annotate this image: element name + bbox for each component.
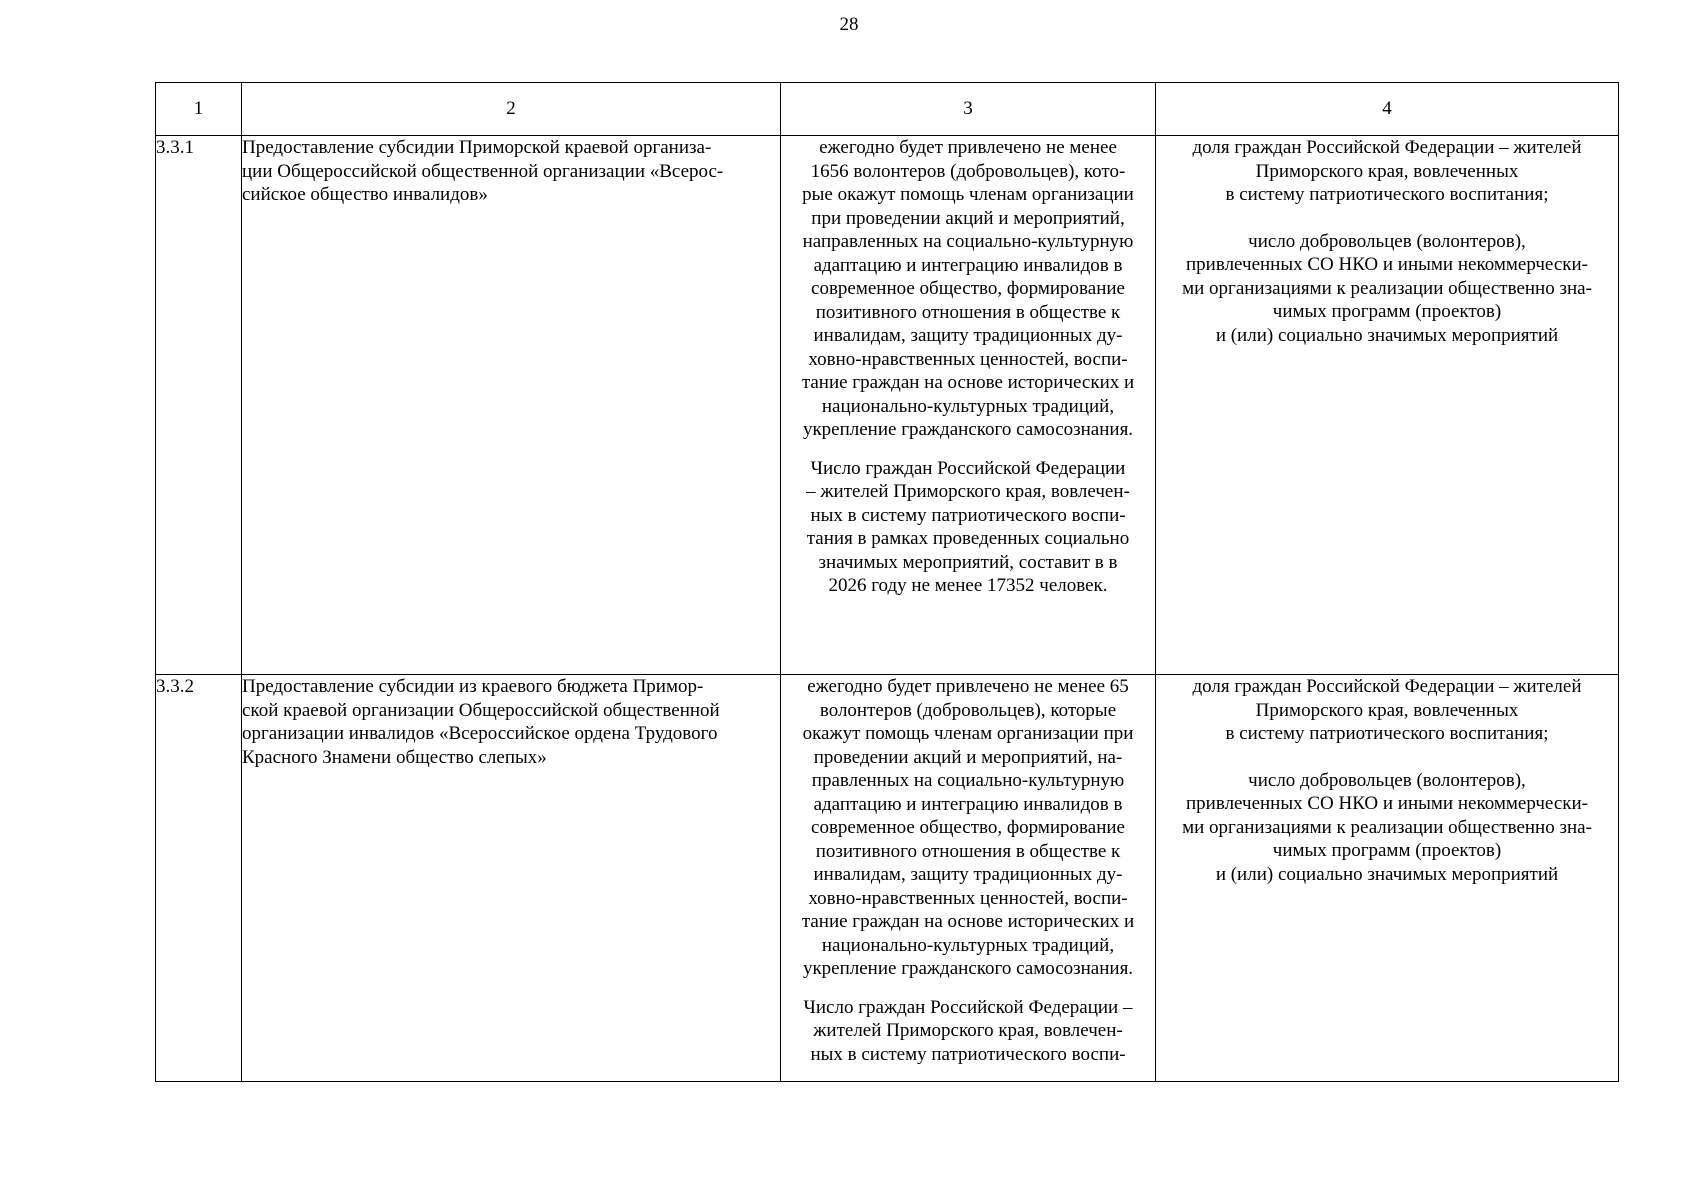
- header-cell-1: 1: [156, 83, 242, 136]
- text-line: тание граждан на основе исторических и: [801, 372, 1135, 393]
- text-line: число добровольцев (волонтеров),: [1248, 769, 1526, 791]
- paragraph: [1156, 769, 1618, 887]
- text-line: в систему патриотического воспитания;: [1225, 723, 1549, 744]
- paragraph: [1156, 136, 1618, 207]
- text-line: укрепление гражданского самосознания.: [802, 958, 1134, 979]
- text-line: волонтеров (добровольцев), которые: [819, 699, 1117, 721]
- text-line: Приморского края, вовлеченных: [1255, 699, 1519, 721]
- text-line: инвалидам, защиту традиционных ду-: [813, 325, 1123, 346]
- text-line: современное общество, формирование: [811, 817, 1125, 838]
- text-line: 2026 году не менее 17352 человек.: [828, 575, 1108, 596]
- header-cell-4: 4: [1156, 83, 1619, 136]
- text-line: Предоставление субсидии из краевого бюджета Примор-: [242, 676, 704, 697]
- page-number: 28: [839, 14, 859, 35]
- text-line: Число граждан Российской Федерации –: [803, 996, 1133, 1018]
- text-line: в систему патриотического воспитания;: [1225, 184, 1549, 205]
- text-line: 1656 волонтеров (добровольцев), кото-: [810, 160, 1126, 182]
- text-line: рые окажут помощь членам организации: [802, 184, 1134, 205]
- text-line: чимых программ (проектов): [1272, 301, 1502, 322]
- text-line: адаптацию и интеграцию инвалидов в: [813, 254, 1123, 276]
- text-line: инвалидам, защиту традиционных ду-: [813, 864, 1123, 885]
- text-line: жителей Приморского края, вовлечен-: [813, 1020, 1123, 1041]
- text-line: доля граждан Российской Федерации – жителей: [1192, 137, 1582, 158]
- table-row: [156, 675, 1619, 1082]
- table-header-row: [156, 83, 1619, 136]
- text-line: число добровольцев (волонтеров),: [1248, 230, 1526, 252]
- expected-result-cell: [781, 136, 1156, 675]
- text-line: привлеченных СО НКО и иными некоммерчески-: [1186, 793, 1588, 814]
- text-line: ми организациями к реализации общественно зна-: [1182, 816, 1592, 838]
- event-description-cell: [242, 136, 781, 675]
- expected-result-cell: [781, 675, 1156, 1082]
- text-line: адаптацию и интеграцию инвалидов в: [813, 793, 1123, 815]
- text-line: ных в систему патриотического воспи-: [810, 1043, 1126, 1065]
- paragraph: [781, 136, 1155, 442]
- text-line: чимых программ (проектов): [1272, 840, 1502, 861]
- row-number-cell: 3.3.1: [156, 136, 242, 675]
- paragraph: [781, 675, 1155, 981]
- text-line: ции Общероссийской общественной организации «Всерос-: [242, 160, 724, 182]
- text-line: – жителей Приморского края, вовлечен-: [806, 481, 1130, 502]
- paragraph: [1156, 230, 1618, 348]
- text-line: Красного Знамени общество слепых»: [242, 746, 547, 768]
- text-line: тание граждан на основе исторических и: [801, 911, 1135, 932]
- text-line: Число граждан Российской Федерации: [810, 457, 1126, 479]
- text-line: ской краевой организации Общероссийской общественной: [242, 699, 720, 721]
- program-table: [155, 82, 1619, 1082]
- header-cell-2: 2: [242, 83, 781, 136]
- text-line: окажут помощь членам организации при: [802, 723, 1134, 744]
- text-line: Приморского края, вовлеченных: [1255, 160, 1519, 182]
- text-line: национально-культурных традиций,: [821, 395, 1115, 417]
- text-line: сийское общество инвалидов»: [242, 184, 488, 205]
- text-line: ховно-нравственных ценностей, воспи-: [808, 348, 1128, 370]
- text-line: современное общество, формирование: [811, 278, 1125, 299]
- text-line: позитивного отношения в обществе к: [815, 840, 1121, 862]
- text-line: при проведении акций и мероприятий,: [811, 207, 1125, 229]
- text-line: тания в рамках проведенных социально: [806, 528, 1130, 549]
- text-line: направленных на социально-культурную: [802, 231, 1134, 252]
- text-line: ных в систему патриотического воспи-: [810, 504, 1126, 526]
- text-line: значимых мероприятий, составит в в: [818, 551, 1118, 573]
- text-line: организации инвалидов «Всероссийское ордена Трудового: [242, 723, 718, 744]
- row-number-cell: 3.3.2: [156, 675, 242, 1082]
- text-line: привлеченных СО НКО и иными некоммерчески-: [1186, 254, 1588, 275]
- text-line: доля граждан Российской Федерации – жителей: [1192, 676, 1582, 697]
- header-cell-3: 3: [781, 83, 1156, 136]
- table-row: [156, 136, 1619, 675]
- text-line: укрепление гражданского самосознания.: [802, 419, 1134, 440]
- text-line: ховно-нравственных ценностей, воспи-: [808, 887, 1128, 909]
- text-line: позитивного отношения в обществе к: [815, 301, 1121, 323]
- text-line: и (или) социально значимых мероприятий: [1215, 324, 1559, 346]
- indicators-cell: [1156, 136, 1619, 675]
- paragraph: [781, 457, 1155, 598]
- text-line: и (или) социально значимых мероприятий: [1215, 863, 1559, 885]
- text-line: правленных на социально-культурную: [811, 770, 1125, 791]
- text-line: национально-культурных традиций,: [821, 934, 1115, 956]
- text-line: ежегодно будет привлечено не менее 65: [807, 676, 1129, 697]
- text-line: ежегодно будет привлечено не менее: [819, 137, 1117, 158]
- indicators-cell: [1156, 675, 1619, 1082]
- paragraph: [1156, 675, 1618, 746]
- text-line: проведении акций и мероприятий, на-: [813, 746, 1123, 768]
- paragraph: [781, 996, 1155, 1067]
- event-description-cell: [242, 675, 781, 1082]
- text-line: ми организациями к реализации общественно зна-: [1182, 277, 1592, 299]
- text-line: Предоставление субсидии Приморской краевой организа-: [242, 137, 712, 158]
